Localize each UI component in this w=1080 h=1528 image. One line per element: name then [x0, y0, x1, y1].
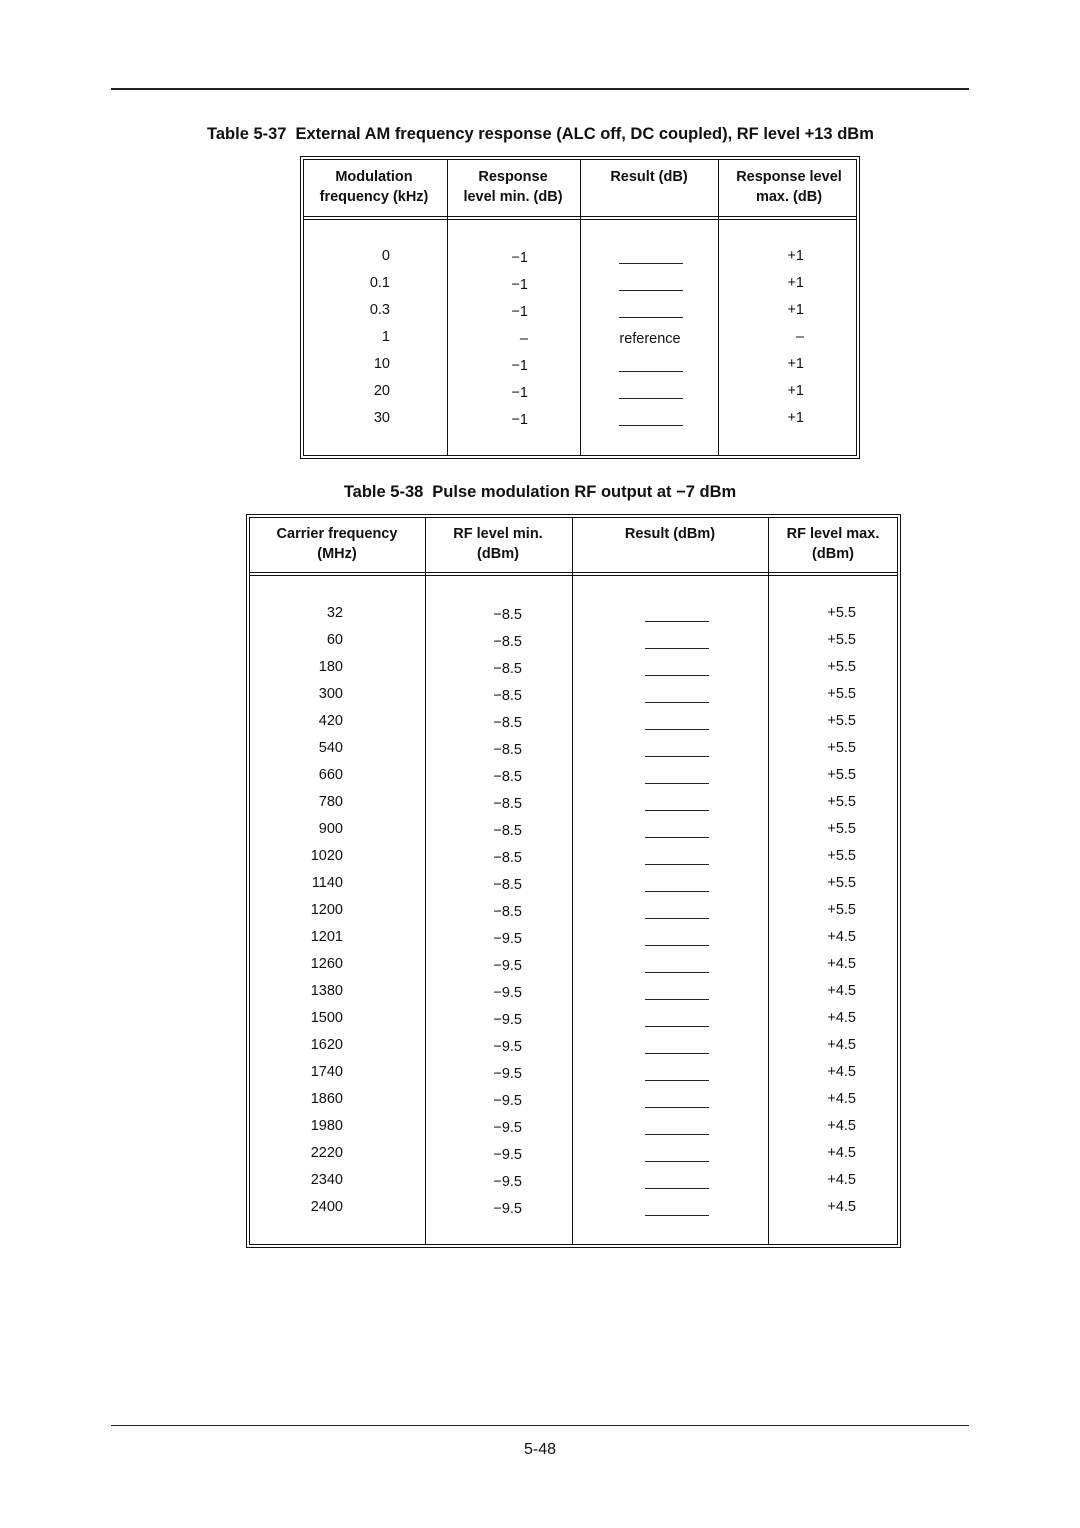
table-38-result-blank	[645, 972, 709, 973]
table-38-result-blank	[645, 675, 709, 676]
table-38-frequency: 780	[318, 794, 343, 810]
table-37-frequency: 0	[381, 248, 390, 264]
table-38-level-max: +4.5	[827, 983, 856, 999]
table-38-level-max: +4.5	[827, 1037, 856, 1053]
table-38-frequency: 1380	[310, 983, 343, 999]
table-37-caption	[111, 125, 969, 144]
table-37-level-min: −1	[511, 385, 528, 401]
table-37-frequency: 0.3	[369, 302, 390, 318]
table-38-level-max: +4.5	[827, 1199, 856, 1215]
table-38-level-max: +4.5	[827, 1091, 856, 1107]
table-38-level-min: −8.5	[493, 607, 522, 623]
table-38-level-max: +5.5	[827, 848, 856, 864]
table-37-result: reference	[619, 331, 681, 347]
table-38-level-max: +5.5	[827, 767, 856, 783]
table-37-header-cell: Modulation	[335, 169, 413, 185]
table-38-level-min: −9.5	[493, 1093, 522, 1109]
table-38-result-blank	[645, 918, 709, 919]
table-38-level-min: −9.5	[493, 1120, 522, 1136]
table-38-frequency: 1980	[310, 1118, 343, 1134]
table-38-level-min: −8.5	[493, 850, 522, 866]
table-38-frequency: 1140	[311, 875, 343, 891]
table-38-header-cell: RF level min.	[453, 526, 543, 542]
table-38-level-min: −9.5	[493, 1174, 522, 1190]
table-37-title: External AM frequency response (ALC off, DC coupled), RF level +13 dBm	[295, 125, 874, 143]
table-37-level-max: +1	[787, 302, 804, 318]
table-38-frequency: 1740	[310, 1064, 343, 1080]
table-37-level-min: −1	[511, 412, 528, 428]
header-rule	[111, 88, 969, 90]
table-38-result-blank	[645, 783, 709, 784]
table-38-level-min: −9.5	[493, 1066, 522, 1082]
table-38-frequency: 1201	[310, 929, 343, 945]
table-38-frequency: 60	[326, 632, 343, 648]
table-37-header-cell: Response	[478, 169, 548, 185]
table-38-result-blank	[645, 621, 709, 622]
table-38-result-blank	[645, 999, 709, 1000]
table-38-level-max: +5.5	[827, 605, 856, 621]
table-38-header-divider	[249, 572, 898, 573]
table-37-header-cell: level min. (dB)	[463, 189, 563, 205]
table-38-level-max: +5.5	[827, 659, 856, 675]
table-38-level-max: +4.5	[827, 1118, 856, 1134]
table-38-result-blank	[645, 1053, 709, 1054]
table-38-frequency: 2340	[310, 1172, 343, 1188]
table-38-title: Pulse modulation RF output at −7 dBm	[432, 483, 737, 501]
table-37-header-cell: Response level	[736, 169, 842, 185]
table-37-frequency: 10	[373, 356, 390, 372]
table-38-header-cell: RF level max.	[786, 526, 880, 542]
table-37-result-blank	[619, 371, 683, 372]
table-38-level-min: −8.5	[493, 823, 522, 839]
table-38-level-max: +5.5	[827, 632, 856, 648]
table-37-header-cell: max. (dB)	[755, 189, 823, 205]
table-38-level-max: +4.5	[827, 1010, 856, 1026]
table-38-level-max: +4.5	[827, 1172, 856, 1188]
table-38-header-cell: Result (dBm)	[624, 526, 716, 542]
table-37-result-blank	[619, 290, 683, 291]
table-38-result-blank	[645, 1188, 709, 1189]
table-38-level-min: −8.5	[493, 634, 522, 650]
table-37-result-blank	[619, 425, 683, 426]
table-37-frequency: 20	[373, 383, 390, 399]
table-37-level-max: –	[795, 329, 804, 345]
table-38-header-cell: (MHz)	[317, 546, 357, 562]
table-38-header-cell: (dBm)	[812, 546, 854, 562]
table-38-level-min: −9.5	[493, 1201, 522, 1217]
table-37-level-min: −1	[511, 358, 528, 374]
table-38-result-blank	[645, 1026, 709, 1027]
table-38-caption	[111, 483, 969, 502]
table-38-result-blank	[645, 945, 709, 946]
table-37-result-blank	[619, 263, 683, 264]
table-38-level-min: −8.5	[493, 661, 522, 677]
table-37-level-max: +1	[787, 356, 804, 372]
table-38-result-blank	[645, 756, 709, 757]
page-number: 5-48	[523, 1441, 557, 1458]
table-38-result-blank	[645, 1215, 709, 1216]
table-38-header-divider	[249, 575, 898, 576]
table-38-level-min: −8.5	[493, 688, 522, 704]
table-38-result-blank	[645, 702, 709, 703]
table-38-level-max: +4.5	[827, 929, 856, 945]
table-38-result-blank	[645, 810, 709, 811]
table-37-level-max: +1	[787, 410, 804, 426]
table-38-frequency: 180	[318, 659, 343, 675]
table-37-level-max: +1	[787, 275, 804, 291]
table-38-header-cell: (dBm)	[477, 546, 519, 562]
table-38-level-min: −8.5	[493, 715, 522, 731]
table-37-level-max: +1	[787, 383, 804, 399]
table-38-result-blank	[645, 864, 709, 865]
table-37-frequency: 1	[381, 329, 390, 345]
table-38-frequency: 1200	[310, 902, 343, 918]
footer-rule	[111, 1425, 969, 1426]
table-37-result-blank	[619, 398, 683, 399]
table-38-header-cell: Carrier frequency	[276, 526, 398, 542]
table-37-level-min: −1	[511, 277, 528, 293]
table-38-level-min: −9.5	[493, 1147, 522, 1163]
table-37-level-min: −1	[511, 304, 528, 320]
table-38-level-max: +4.5	[827, 1064, 856, 1080]
table-38-level-min: −8.5	[493, 877, 522, 893]
table-38-level-max: +4.5	[827, 1145, 856, 1161]
table-38-frequency: 1260	[310, 956, 343, 972]
table-37-frequency: 0.1	[369, 275, 390, 291]
table-38-level-max: +5.5	[827, 794, 856, 810]
table-38-result-blank	[645, 891, 709, 892]
table-38-result-blank	[645, 1107, 709, 1108]
table-38-level-min: −9.5	[493, 985, 522, 1001]
table-38-level-max: +5.5	[827, 821, 856, 837]
table-37-level-min: –	[519, 331, 528, 347]
table-37-result-blank	[619, 317, 683, 318]
table-38-result-blank	[645, 648, 709, 649]
table-38-level-max: +5.5	[827, 686, 856, 702]
table-38-column-divider	[572, 517, 573, 1245]
table-38-result-blank	[645, 837, 709, 838]
table-38-frequency: 2400	[310, 1199, 343, 1215]
table-38-level-min: −9.5	[493, 931, 522, 947]
table-37-frequency: 30	[373, 410, 390, 426]
table-38-level-min: −9.5	[493, 1039, 522, 1055]
table-38	[246, 514, 901, 1248]
table-38-frequency: 300	[318, 686, 343, 702]
table-38-level-max: +5.5	[827, 902, 856, 918]
table-38-frequency: 1020	[310, 848, 343, 864]
table-38-frequency: 420	[318, 713, 343, 729]
table-38-frequency: 660	[318, 767, 343, 783]
table-37-header-cell: Result (dB)	[610, 169, 688, 185]
table-38-column-divider	[768, 517, 769, 1245]
table-38-frequency: 1500	[310, 1010, 343, 1026]
table-38-number: Table 5-38	[343, 483, 424, 501]
table-38-level-min: −8.5	[493, 742, 522, 758]
table-37-number: Table 5-37	[207, 125, 287, 143]
table-38-result-blank	[645, 729, 709, 730]
table-38-frequency: 900	[318, 821, 343, 837]
table-38-level-max: +5.5	[827, 875, 856, 891]
table-38-frequency: 2220	[310, 1145, 343, 1161]
table-38-level-min: −9.5	[493, 1012, 522, 1028]
table-38-level-max: +5.5	[827, 740, 856, 756]
table-38-frequency: 1860	[310, 1091, 343, 1107]
table-37-level-max: +1	[787, 248, 804, 264]
table-38-result-blank	[645, 1134, 709, 1135]
table-38-level-min: −8.5	[493, 796, 522, 812]
table-38-result-blank	[645, 1080, 709, 1081]
table-38-result-blank	[645, 1161, 709, 1162]
table-37-header-cell: frequency (kHz)	[319, 189, 429, 205]
table-37-level-min: −1	[511, 250, 528, 266]
table-38-level-max: +4.5	[827, 956, 856, 972]
table-38-frequency: 540	[318, 740, 343, 756]
table-38-level-min: −8.5	[493, 904, 522, 920]
table-38-level-min: −8.5	[493, 769, 522, 785]
table-38-level-min: −9.5	[493, 958, 522, 974]
table-38-column-divider	[425, 517, 426, 1245]
table-38-frequency: 1620	[310, 1037, 343, 1053]
table-38-frequency: 32	[326, 605, 343, 621]
table-38-level-max: +5.5	[827, 713, 856, 729]
